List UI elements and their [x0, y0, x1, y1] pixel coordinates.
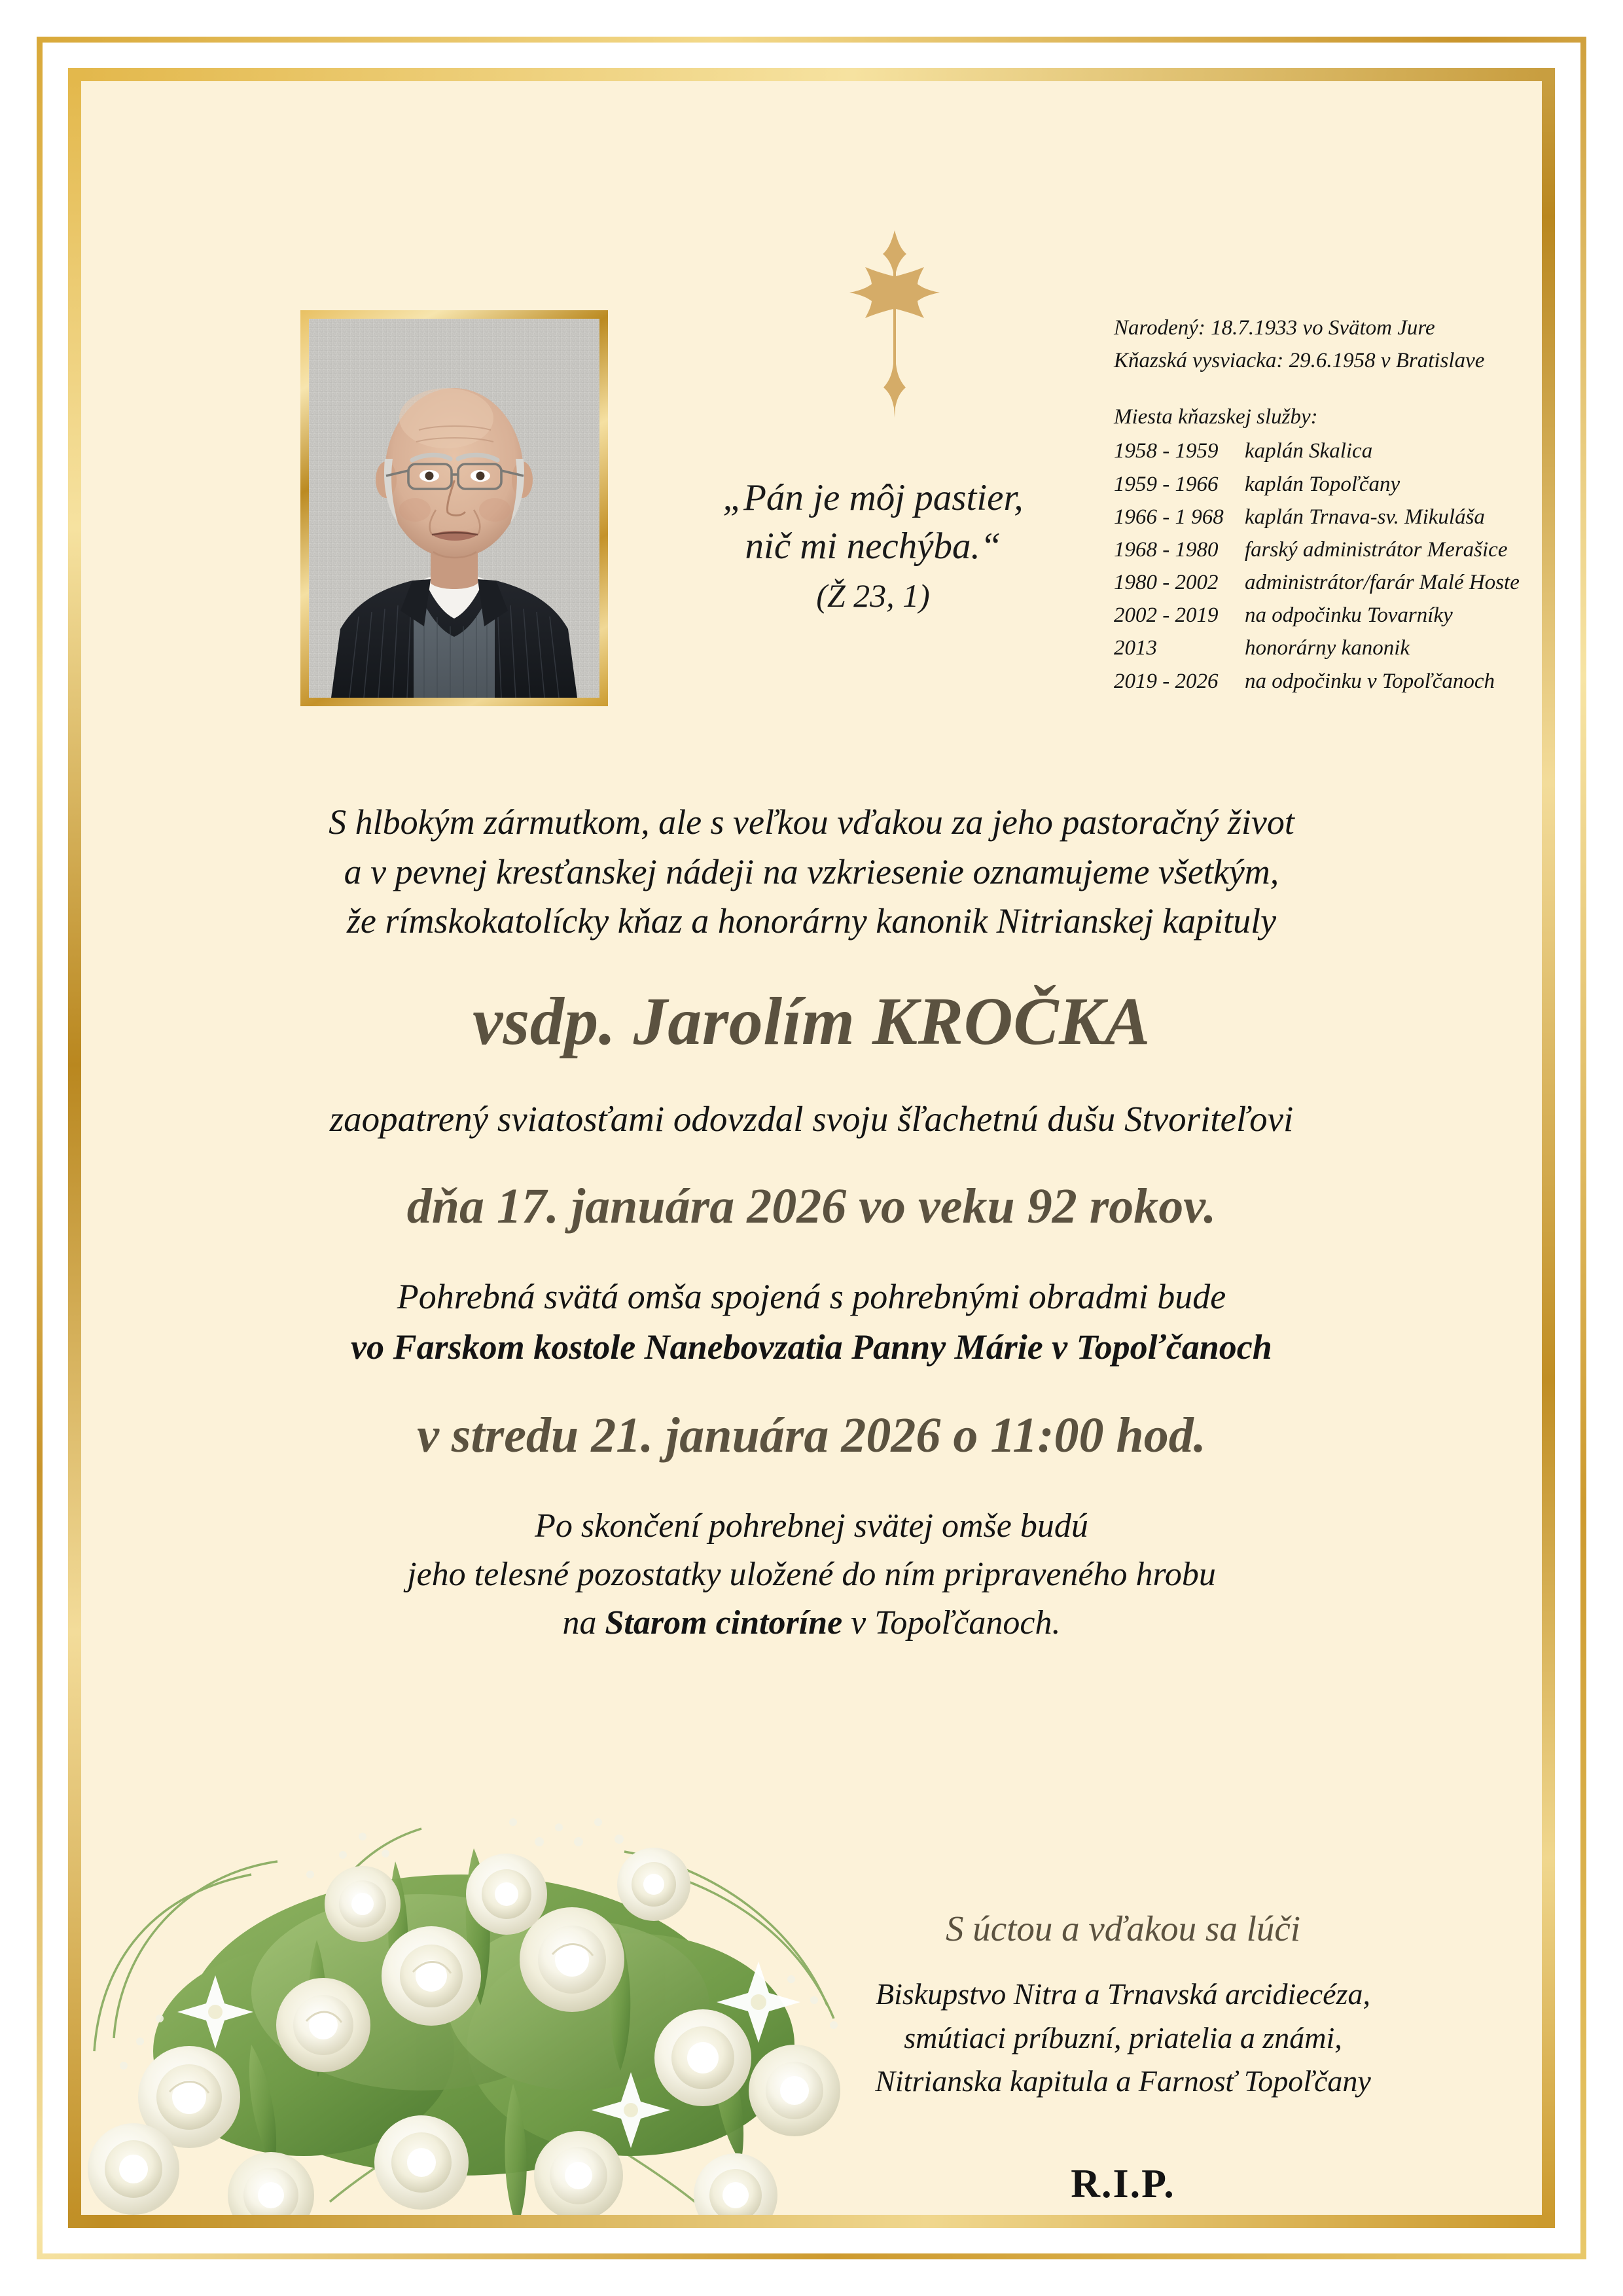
service-title: Miesta kňazskej služby:	[1114, 405, 1318, 429]
burial-line-1: Po skončení pohrebnej svätej omše budú	[535, 1507, 1088, 1545]
quote-reference: (Ž 23, 1)	[816, 577, 930, 615]
birth-line	[1114, 312, 1542, 344]
quote-line-1: „Pán je môj pastier,	[722, 477, 1024, 518]
service-row	[1114, 435, 1542, 467]
passing-lead: zaopatrený sviatosťami odovzdal svoju šľachetnú dušu Stvoriteľovi	[329, 1099, 1294, 1139]
ordination-label: Kňazská vysviacka:	[1114, 349, 1284, 373]
signatory-line-3: Nitrianska kapitula a Farnosť Topoľčany	[875, 2064, 1371, 2098]
mass-block	[166, 1272, 1457, 1372]
announcement-line-1: S hlbokým zármutkom, ale s veľkou vďakou za jeho pastoračný život	[329, 802, 1294, 842]
mass-church: vo Farskom kostole Nanebovzatia Panny Márie v Topoľčanoch	[351, 1327, 1272, 1367]
signatory-line-1: Biskupstvo Nitra a Trnavská arcidiecéza,	[876, 1977, 1370, 2011]
service-row	[1114, 533, 1542, 566]
birth-label: Narodený:	[1114, 316, 1205, 340]
service-years: 1958 - 1959	[1114, 439, 1219, 463]
burial-suffix: v Topoľčanoch.	[842, 1604, 1061, 1642]
service-role: administrátor/farár Malé Hoste	[1245, 571, 1520, 595]
quote-line-2: nič mi nechýba.“	[745, 526, 1001, 567]
service-years: 1980 - 2002	[1114, 571, 1219, 595]
burial-line-2: jeho telesné pozostatky uložené do ním pripraveného hrobu	[407, 1556, 1216, 1594]
service-row	[1114, 468, 1542, 501]
mass-intro: Pohrebná svätá omša spojená s pohrebnými obradmi bude	[397, 1276, 1226, 1316]
service-role: na odpočinku Tovarníky	[1245, 603, 1453, 628]
announcement-paragraph	[166, 798, 1457, 946]
announcement-line-3: že rímskokatolícky kňaz a honorárny kanonik Nitrianskej kapituly	[346, 901, 1277, 941]
service-list	[1114, 435, 1542, 697]
death-date: dňa 17. januára 2026 vo veku 92 rokov.	[406, 1178, 1217, 1234]
service-years: 2019 - 2026	[1114, 669, 1219, 693]
service-years: 1959 - 1966	[1114, 472, 1219, 496]
deceased-name: vsdp. Jarolím KROČKA	[473, 983, 1150, 1059]
service-row	[1114, 501, 1542, 533]
burial-block	[166, 1502, 1457, 1647]
notice-sheet	[81, 81, 1542, 2215]
scripture-quote	[657, 474, 1089, 617]
avatar	[300, 310, 608, 706]
mass-datetime: v stredu 21. januára 2026 o 11:00 hod.	[417, 1408, 1206, 1463]
service-row	[1114, 599, 1542, 632]
portrait-photo	[309, 319, 599, 698]
ordination-line	[1114, 344, 1542, 377]
biography-block	[1114, 312, 1542, 698]
service-role: kaplán Skalica	[1245, 439, 1373, 463]
signature-block	[789, 1907, 1457, 2208]
service-role: honorárny kanonik	[1245, 636, 1410, 660]
service-row	[1114, 566, 1542, 599]
service-role: kaplán Topoľčany	[1245, 472, 1400, 496]
announcement-line-2: a v pevnej kresťanskej nádeji na vzkriesenie oznamujeme všetkým,	[344, 852, 1279, 891]
main-content	[166, 798, 1457, 1647]
service-years: 2013	[1114, 636, 1157, 660]
service-years: 2002 - 2019	[1114, 603, 1219, 628]
birth-value: 18.7.1933 vo Svätom Jure	[1211, 316, 1435, 340]
service-role: na odpočinku v Topoľčanoch	[1245, 669, 1495, 693]
inner-gold-border	[68, 68, 1555, 2228]
service-row	[1114, 665, 1542, 698]
service-role: kaplán Trnava-sv. Mikuláša	[1245, 505, 1485, 529]
rip-text: R.I.P.	[1071, 2162, 1175, 2207]
signatory-line-2: smútiaci príbuzní, priatelia a známi,	[904, 2020, 1342, 2054]
service-years: 1966 - 1 968	[1114, 505, 1224, 529]
burial-line-3	[166, 1599, 1457, 1647]
service-role: farský administrátor Merašice	[1245, 537, 1508, 562]
cemetery-name: Starom cintoríne	[605, 1604, 843, 1642]
ordination-value: 29.6.1958 v Bratislave	[1289, 349, 1485, 373]
farewell-line: S úctou a vďakou sa lúči	[945, 1909, 1301, 1948]
service-row	[1114, 632, 1542, 664]
burial-prefix: na	[562, 1604, 605, 1642]
service-years: 1968 - 1980	[1114, 537, 1219, 562]
cross-icon	[819, 226, 970, 423]
